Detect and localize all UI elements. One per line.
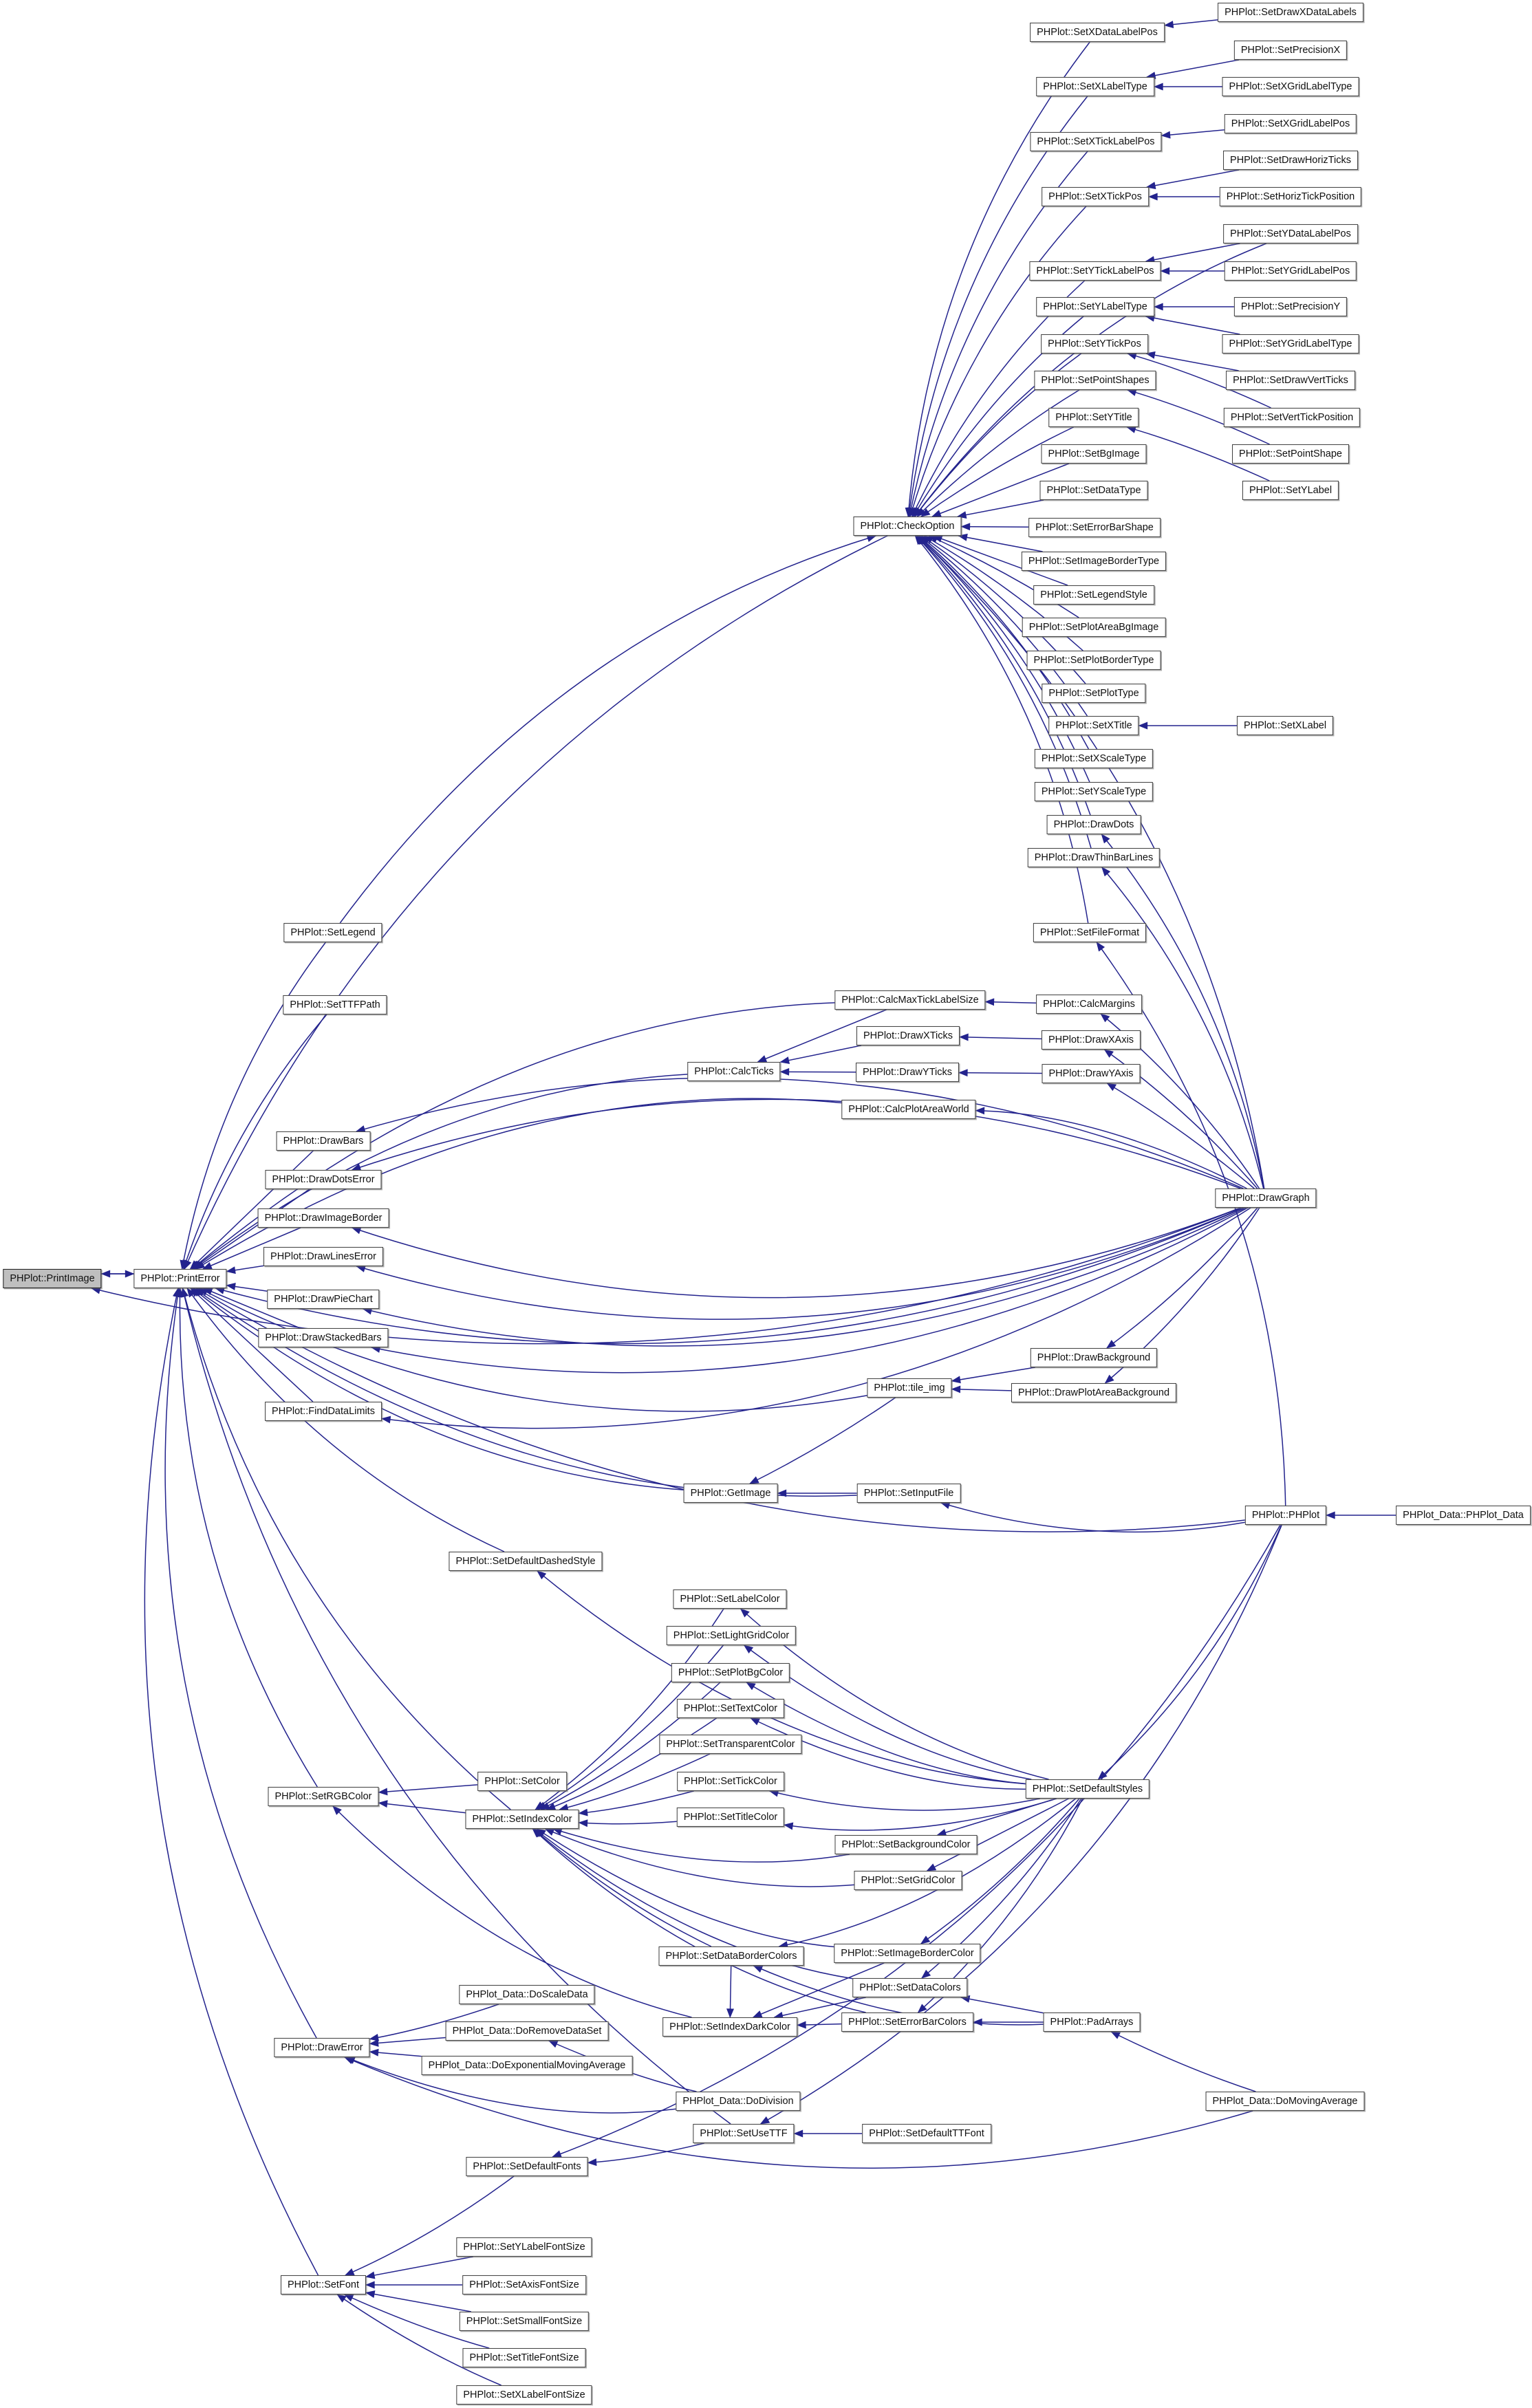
edge-setxlabelfontsize-to-setfont <box>337 2295 501 2385</box>
node-settickcolor[interactable]: PHPlot::SetTickColor <box>677 1772 784 1791</box>
node-setfileformat[interactable]: PHPlot::SetFileFormat <box>1033 923 1146 942</box>
node-setxdatalabelpos[interactable]: PHPlot::SetXDataLabelPos <box>1030 23 1165 42</box>
edge-setindexcolor-to-printerror <box>183 1288 511 1810</box>
node-setytitle[interactable]: PHPlot::SetYTitle <box>1048 408 1139 427</box>
node-setplottype[interactable]: PHPlot::SetPlotType <box>1042 684 1145 703</box>
node-setxgridlabeltype[interactable]: PHPlot::SetXGridLabelType <box>1222 77 1359 96</box>
node-setxlabeltype[interactable]: PHPlot::SetXLabelType <box>1036 77 1154 96</box>
edge-calcmargins-to-calcmaxticklabelsize <box>986 1002 1037 1004</box>
node-setxlabel[interactable]: PHPlot::SetXLabel <box>1237 716 1333 735</box>
node-setdefaultdashedstyle[interactable]: PHPlot::SetDefaultDashedStyle <box>449 1552 602 1571</box>
edge-setdatabordercolors-to-setindexdarkcolor <box>730 1966 731 2017</box>
node-setytickpos[interactable]: PHPlot::SetYTickPos <box>1041 334 1148 354</box>
node-setdrawhorizticks[interactable]: PHPlot::SetDrawHorizTicks <box>1223 151 1358 170</box>
node-calcplotareaworld[interactable]: PHPlot::CalcPlotAreaWorld <box>841 1100 975 1119</box>
node-setlegend[interactable]: PHPlot::SetLegend <box>283 923 382 942</box>
edge-setbackgroundcolor-to-setindexcolor <box>553 1829 850 1862</box>
node-settransparentcolor[interactable]: PHPlot::SetTransparentColor <box>659 1735 801 1754</box>
node-setprecisiony[interactable]: PHPlot::SetPrecisionY <box>1234 297 1347 316</box>
node-setfont[interactable]: PHPlot::SetFont <box>281 2275 366 2295</box>
node-setsmallfontsize[interactable]: PHPlot::SetSmallFontSize <box>460 2312 589 2331</box>
node-drawerror[interactable]: PHPlot::DrawError <box>274 2038 369 2057</box>
node-setlegendstyle[interactable]: PHPlot::SetLegendStyle <box>1033 585 1154 605</box>
node-drawpiechart[interactable]: PHPlot::DrawPieChart <box>267 1290 379 1309</box>
node-drawthinbarlines[interactable]: PHPlot::DrawThinBarLines <box>1028 848 1160 867</box>
edge-setfont-to-printerror <box>144 1288 318 2275</box>
node-checkoption[interactable]: PHPlot::CheckOption <box>853 517 961 536</box>
edge-drawxaxis-to-drawxticks <box>960 1037 1042 1039</box>
node-seterrorbarcolors[interactable]: PHPlot::SetErrorBarColors <box>841 2013 973 2032</box>
edge-setdefaultstyles-to-setbackgroundcolor <box>938 1799 1057 1835</box>
node-drawimageborder[interactable]: PHPlot::DrawImageBorder <box>258 1208 389 1228</box>
edge-seterrorbarshape-to-checkoption <box>962 527 1029 528</box>
node-settitlecolor[interactable]: PHPlot::SetTitleColor <box>677 1808 784 1827</box>
node-setindexcolor[interactable]: PHPlot::SetIndexColor <box>465 1810 579 1829</box>
edge-drawbackground-to-tileimg <box>952 1367 1035 1381</box>
edge-drawgraph-to-printimage <box>91 1208 1241 1344</box>
node-setprecisionx[interactable]: PHPlot::SetPrecisionX <box>1234 41 1347 60</box>
node-setxticklabelpos[interactable]: PHPlot::SetXTickLabelPos <box>1030 132 1161 151</box>
node-setplotbordertype[interactable]: PHPlot::SetPlotBorderType <box>1027 651 1161 670</box>
node-drawdots[interactable]: PHPlot::DrawDots <box>1047 815 1141 834</box>
node-setinputfile[interactable]: PHPlot::SetInputFile <box>857 1484 961 1503</box>
node-doscaledata[interactable]: PHPlot_Data::DoScaleData <box>459 1985 594 2004</box>
edge-settitlecolor-to-setindexcolor <box>579 1821 678 1823</box>
node-setdefaultstyles[interactable]: PHPlot::SetDefaultStyles <box>1026 1779 1150 1799</box>
node-drawstackedbars[interactable]: PHPlot::DrawStackedBars <box>258 1328 388 1347</box>
node-setbackgroundcolor[interactable]: PHPlot::SetBackgroundColor <box>835 1835 978 1854</box>
edge-drawyaxis-to-drawyticks <box>959 1073 1042 1074</box>
node-setlightgridcolor[interactable]: PHPlot::SetLightGridColor <box>667 1626 796 1645</box>
node-setplotareabgimage[interactable]: PHPlot::SetPlotAreaBgImage <box>1022 618 1166 637</box>
edge-drawgraph-to-drawlineserror <box>356 1208 1243 1319</box>
node-settextcolor[interactable]: PHPlot::SetTextColor <box>677 1699 784 1718</box>
node-printerror[interactable]: PHPlot::PrintError <box>133 1269 226 1288</box>
node-setaxisfontsize[interactable]: PHPlot::SetAxisFontSize <box>462 2275 586 2295</box>
edge-setsmallfontsize-to-setfont <box>366 2292 471 2312</box>
edge-seterrorbarcolors-to-setindexdarkcolor <box>797 2024 841 2026</box>
node-drawxaxis[interactable]: PHPlot::DrawXAxis <box>1042 1030 1141 1050</box>
edge-drawgraph-to-drawyaxis <box>1107 1083 1254 1189</box>
node-setygridlabelpos[interactable]: PHPlot::SetYGridLabelPos <box>1224 261 1357 281</box>
edge-setlegend-to-checkoption <box>340 536 876 923</box>
edge-getimage-to-printerror <box>193 1288 684 1490</box>
node-drawyaxis[interactable]: PHPlot::DrawYAxis <box>1042 1064 1140 1083</box>
node-setdefaultttfont[interactable]: PHPlot::SetDefaultTTFont <box>862 2124 991 2143</box>
edge-setrgbcolor-to-printerror <box>180 1288 317 1787</box>
node-setdrawxdatalabels[interactable]: PHPlot::SetDrawXDataLabels <box>1218 3 1363 22</box>
node-setylabelfontsize[interactable]: PHPlot::SetYLabelFontSize <box>456 2237 592 2257</box>
node-setxtitle[interactable]: PHPlot::SetXTitle <box>1048 716 1139 735</box>
edge-setdefaultfonts-to-setfont <box>345 2176 514 2275</box>
node-setdrawvertticks[interactable]: PHPlot::SetDrawVertTicks <box>1226 371 1355 390</box>
node-calcmargins[interactable]: PHPlot::CalcMargins <box>1036 995 1142 1014</box>
node-tileimg[interactable]: PHPlot::tile_img <box>867 1378 951 1398</box>
node-drawlineserror[interactable]: PHPlot::DrawLinesError <box>263 1247 383 1266</box>
edge-setygridlabeltype-to-setylabeltype <box>1146 316 1240 334</box>
node-doremovedataset[interactable]: PHPlot_Data::DoRemoveDataSet <box>446 2021 609 2041</box>
node-printimage: PHPlot::PrintImage <box>3 1269 101 1288</box>
node-setindexdarkcolor[interactable]: PHPlot::SetIndexDarkColor <box>662 2017 797 2037</box>
node-setyscaletype[interactable]: PHPlot::SetYScaleType <box>1035 782 1153 801</box>
node-settitlefontsize[interactable]: PHPlot::SetTitleFontSize <box>462 2348 585 2367</box>
edge-setprecisionx-to-setxlabeltype <box>1147 60 1239 77</box>
node-calcmaxticklabelsize[interactable]: PHPlot::CalcMaxTickLabelSize <box>834 990 985 1010</box>
node-setcolor[interactable]: PHPlot::SetColor <box>477 1772 567 1791</box>
edge-drawgraph-to-drawimageborder <box>352 1208 1241 1298</box>
edge-setusettf-to-setdefaultfonts <box>588 2143 704 2162</box>
edge-doremovedataset-to-drawerror <box>370 2038 446 2044</box>
node-dodivision[interactable]: PHPlot_Data::DoDivision <box>676 2092 800 2111</box>
node-setylabel[interactable]: PHPlot::SetYLabel <box>1242 481 1339 500</box>
node-phplotdata[interactable]: PHPlot_Data::PHPlot_Data <box>1396 1506 1531 1525</box>
node-setxgridlabelpos[interactable]: PHPlot::SetXGridLabelPos <box>1224 114 1357 133</box>
edge-drawpiechart-to-printerror <box>227 1286 268 1292</box>
edge-checkoption-to-printerror <box>184 536 887 1269</box>
node-setttfpath[interactable]: PHPlot::SetTTFPath <box>283 995 387 1015</box>
edge-drawdots-to-checkoption <box>917 536 1090 815</box>
edge-domovingaverage-to-padarrays <box>1111 2032 1255 2092</box>
edge-phplot-to-setfileformat <box>1097 942 1286 1506</box>
node-setrgbcolor[interactable]: PHPlot::SetRGBColor <box>268 1787 378 1806</box>
node-sethoriztickposition[interactable]: PHPlot::SetHorizTickPosition <box>1220 187 1361 206</box>
edge-drawlineserror-to-printerror <box>227 1266 264 1271</box>
node-seterrorbarshape[interactable]: PHPlot::SetErrorBarShape <box>1028 518 1161 537</box>
node-setusettf[interactable]: PHPlot::SetUseTTF <box>693 2124 794 2143</box>
node-setbgimage[interactable]: PHPlot::SetBgImage <box>1042 444 1147 464</box>
node-setimagebordercolor[interactable]: PHPlot::SetImageBorderColor <box>834 1944 980 1963</box>
edge-setindexcolor-to-setrgbcolor <box>379 1803 466 1812</box>
edge-setdrawvertticks-to-setytickpos <box>1146 354 1238 371</box>
node-drawbars[interactable]: PHPlot::DrawBars <box>277 1131 371 1151</box>
edge-drawgraph-to-printerror <box>215 1208 1244 1344</box>
edge-setylabelfontsize-to-setfont <box>366 2257 473 2277</box>
node-setygridlabeltype[interactable]: PHPlot::SetYGridLabelType <box>1222 334 1359 354</box>
edge-setytitle-to-checkoption <box>921 427 1074 517</box>
edge-drawgraph-to-drawdotserror <box>352 1099 1241 1189</box>
node-setgridcolor[interactable]: PHPlot::SetGridColor <box>854 1871 962 1890</box>
node-drawdotserror[interactable]: PHPlot::DrawDotsError <box>265 1170 381 1189</box>
edge-tileimg-to-getimage <box>750 1398 896 1484</box>
node-setplotbgcolor[interactable]: PHPlot::SetPlotBgColor <box>671 1663 790 1682</box>
node-phplot[interactable]: PHPlot::PHPlot <box>1245 1506 1326 1525</box>
node-drawbackground[interactable]: PHPlot::DrawBackground <box>1031 1348 1157 1367</box>
edge-doexpmovavg-to-drawerror <box>370 2052 422 2057</box>
node-domovingaverage[interactable]: PHPlot_Data::DoMovingAverage <box>1206 2092 1365 2111</box>
node-setpointshape[interactable]: PHPlot::SetPointShape <box>1232 444 1349 464</box>
node-drawplotareabackground[interactable]: PHPlot::DrawPlotAreaBackground <box>1011 1383 1176 1402</box>
edge-phplot-to-setinputfile <box>941 1503 1245 1532</box>
node-setyticklabelpos[interactable]: PHPlot::SetYTickLabelPos <box>1029 261 1161 281</box>
node-setdatabordercolors[interactable]: PHPlot::SetDataBorderColors <box>659 1946 804 1966</box>
edge-setxtickpos-to-checkoption <box>910 206 1086 517</box>
edge-padarrays-to-setdatacolors <box>961 1997 1044 2013</box>
edge-drawerror-to-printerror <box>165 1288 316 2038</box>
node-setydatalabelpos[interactable]: PHPlot::SetYDataLabelPos <box>1223 224 1358 243</box>
node-drawyticks[interactable]: PHPlot::DrawYTicks <box>856 1063 959 1082</box>
edge-drawgraph-to-drawpiechart <box>363 1208 1246 1346</box>
edge-setdatabordercolors-to-setindexcolor <box>533 1829 711 1946</box>
edge-setdatatype-to-checkoption <box>958 500 1044 517</box>
node-setpointshapes[interactable]: PHPlot::SetPointShapes <box>1034 371 1156 390</box>
edge-setdrawhorizticks-to-setxtickpos <box>1147 170 1239 187</box>
node-drawgraph[interactable]: PHPlot::DrawGraph <box>1215 1189 1316 1208</box>
edge-phplot-to-setdefaultstyles <box>1099 1525 1282 1779</box>
edge-setdrawxdatalabels-to-setxdatalabelpos <box>1165 20 1218 25</box>
node-padarrays[interactable]: PHPlot::PadArrays <box>1044 2013 1141 2032</box>
node-doexpmovavg[interactable]: PHPlot_Data::DoExponentialMovingAverage <box>422 2056 633 2075</box>
node-setdatatype[interactable]: PHPlot::SetDataType <box>1039 481 1147 500</box>
edge-phplot-to-setusettf <box>761 1525 1282 2124</box>
edge-setinputfile-to-printerror <box>194 1288 857 1496</box>
edge-setydatalabelpos-to-setyticklabelpos <box>1146 243 1240 261</box>
node-setdatacolors[interactable]: PHPlot::SetDataColors <box>852 1978 967 1997</box>
node-setylabeltype[interactable]: PHPlot::SetYLabelType <box>1036 297 1154 316</box>
node-drawxticks[interactable]: PHPlot::DrawXTicks <box>856 1026 960 1045</box>
edge-setimagebordercolor-to-setindexcolor <box>537 1829 834 1947</box>
edge-drawgraph-to-drawthinbarlines <box>1102 867 1264 1189</box>
node-setlabelcolor[interactable]: PHPlot::SetLabelColor <box>673 1590 786 1609</box>
node-setxtickpos[interactable]: PHPlot::SetXTickPos <box>1042 187 1149 206</box>
edge-setxgridlabelpos-to-setxticklabelpos <box>1162 130 1225 135</box>
node-calcticks[interactable]: PHPlot::CalcTicks <box>687 1062 780 1081</box>
edge-setcolor-to-setrgbcolor <box>379 1785 478 1792</box>
edge-setdefaultstyles-to-settickcolor <box>770 1791 1040 1810</box>
node-setdefaultfonts[interactable]: PHPlot::SetDefaultFonts <box>466 2157 587 2176</box>
edge-settextcolor-to-setindexcolor <box>547 1718 717 1810</box>
node-setxscaletype[interactable]: PHPlot::SetXScaleType <box>1035 749 1153 768</box>
node-setverttickposition[interactable]: PHPlot::SetVertTickPosition <box>1224 408 1360 427</box>
node-finddatalimits[interactable]: PHPlot::FindDataLimits <box>265 1402 382 1421</box>
node-getimage[interactable]: PHPlot::GetImage <box>684 1484 778 1503</box>
node-setimagebordertype[interactable]: PHPlot::SetImageBorderType <box>1022 552 1166 571</box>
edge-drawplotareabackground-to-tileimg <box>952 1389 1012 1391</box>
node-setxlabelfontsize[interactable]: PHPlot::SetXLabelFontSize <box>456 2385 592 2405</box>
